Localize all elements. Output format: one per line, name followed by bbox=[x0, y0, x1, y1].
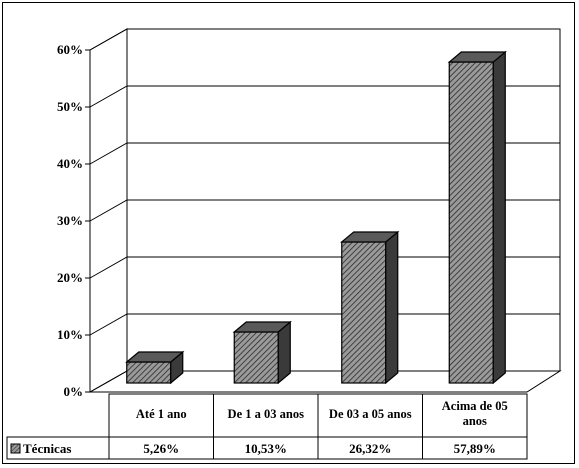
bar-front bbox=[127, 362, 171, 383]
y-tick-label: 0% bbox=[63, 384, 83, 399]
data-label: 10,53% bbox=[244, 441, 287, 456]
y-tick-label: 20% bbox=[57, 270, 83, 285]
y-tick-label: 40% bbox=[57, 156, 83, 171]
x-category-label: Acima de 05 anos bbox=[441, 399, 508, 428]
y-tick-label: 30% bbox=[57, 213, 83, 228]
x-category-label: Até 1 ano bbox=[135, 407, 187, 421]
bar bbox=[234, 322, 290, 383]
bar bbox=[449, 52, 505, 383]
data-table bbox=[7, 394, 527, 459]
y-axis bbox=[57, 42, 90, 399]
bar-front bbox=[449, 62, 493, 383]
bar-front bbox=[342, 242, 386, 383]
data-label: 26,32% bbox=[349, 441, 392, 456]
gridline bbox=[90, 29, 560, 50]
legend-swatch bbox=[11, 444, 20, 453]
bars bbox=[127, 52, 506, 383]
bar-side bbox=[386, 232, 398, 383]
x-category-label: De 1 a 03 anos bbox=[227, 407, 304, 421]
x-category-label: De 03 a 05 anos bbox=[328, 407, 412, 421]
y-tick-label: 60% bbox=[57, 42, 83, 57]
data-label: 5,26% bbox=[143, 441, 180, 456]
y-tick-label: 10% bbox=[57, 327, 83, 342]
bar-front bbox=[234, 332, 278, 383]
legend-series-name: Técnicas bbox=[23, 441, 72, 456]
bar bbox=[342, 232, 398, 383]
data-label: 57,89% bbox=[453, 441, 496, 456]
bar-side bbox=[493, 52, 505, 383]
bar bbox=[127, 352, 183, 383]
y-tick-label: 50% bbox=[57, 99, 83, 114]
